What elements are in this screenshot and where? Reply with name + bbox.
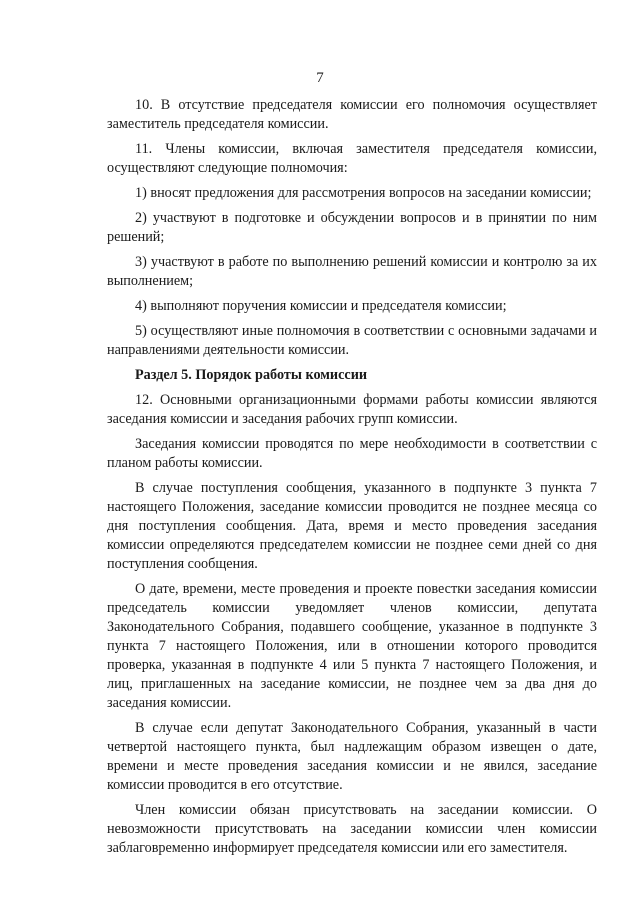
paragraph-11-item-5: 5) осуществляют иные полномочия в соответствии с основными задачами и направлениями деятельности комиссии. xyxy=(107,323,597,358)
paragraph-11-item-2: 2) участвуют в подготовке и обсуждении вопросов и в принятии по ним решений; xyxy=(107,210,597,245)
paragraph-12-part-4: О дате, времени, месте проведения и проекте повестки заседания комиссии председатель комиссии уведомляет членов комиссии, депутата Законодательного Собрания, подавшего сообщение, указанное в подпункте 3 пункта 7 настоящего Положения, или в отношении которого проводится проверка, указанная в подпункте 4 или 5 пункта 7 настоящего Положения, и лиц, приглашенных на заседание комиссии, не позднее чем за два дня до заседания комиссии. xyxy=(107,581,597,711)
section-5-heading: Раздел 5. Порядок работы комиссии xyxy=(135,367,368,383)
document-body xyxy=(107,96,597,864)
paragraph-11: 11. Члены комиссии, включая заместителя председателя комиссии, осуществляют следующие полномочия: xyxy=(107,141,597,176)
page-number: 7 xyxy=(316,70,324,86)
paragraph-12-part-2: Заседания комиссии проводятся по мере необходимости в соответствии с планом работы комиссии. xyxy=(107,436,597,471)
paragraph-10: 10. В отсутствие председателя комиссии его полномочия осуществляет заместитель председателя комиссии. xyxy=(107,97,597,132)
paragraph-12-part-3: В случае поступления сообщения, указанного в подпункте 3 пункта 7 настоящего Положения, заседание комиссии проводится не позднее месяца со дня поступления сообщения. Дата, время и место проведения заседания комиссии определяются председателем комиссии не позднее семи дней со дня поступления сообщения. xyxy=(107,480,597,572)
paragraph-12-part-5: В случае если депутат Законодательного Собрания, указанный в части четвертой настоящего пункта, был надлежащим образом извещен о дате, времени и месте проведения заседания комиссии и не явился, заседание комиссии проводится в его отсутствие. xyxy=(107,720,597,793)
paragraph-11-item-1: 1) вносят предложения для рассмотрения вопросов на заседании комиссии; xyxy=(135,185,592,201)
paragraph-11-item-4: 4) выполняют поручения комиссии и председателя комиссии; xyxy=(135,298,507,314)
paragraph-12: 12. Основными организационными формами работы комиссии являются заседания комиссии и заседания рабочих групп комиссии. xyxy=(107,392,597,427)
paragraph-11-item-3: 3) участвуют в работе по выполнению решений комиссии и контролю за их выполнением; xyxy=(107,254,597,289)
paragraph-12-part-6: Член комиссии обязан присутствовать на заседании комиссии. О невозможности присутствовать на заседании комиссии член комиссии заблаговременно информирует председателя комиссии или его заместителя. xyxy=(107,802,597,856)
